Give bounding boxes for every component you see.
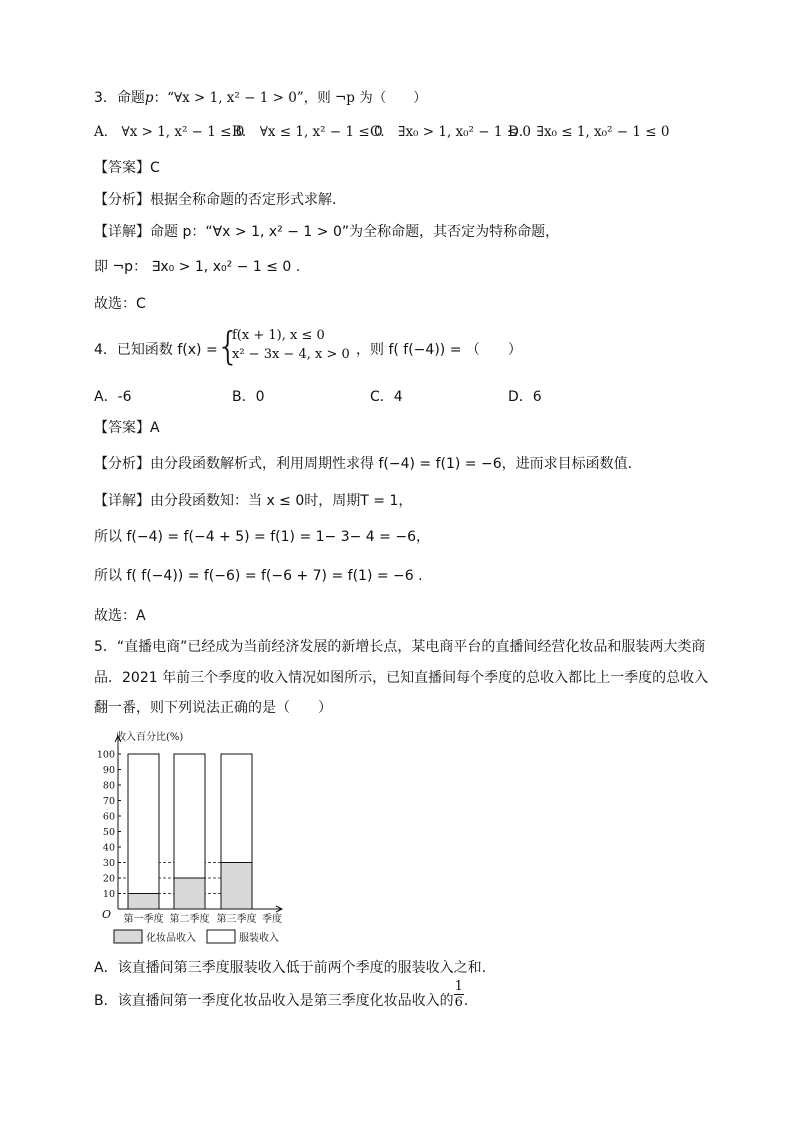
q5-stem-line2: 品．2021 年前三个季度的收入情况如图所示，已知直播间每个季度的总收入都比上一季度的总收入 xyxy=(94,670,709,686)
y-tick-label: 80 xyxy=(102,780,115,792)
y-tick-label: 60 xyxy=(102,811,115,823)
q5-stem-line1: 5．“直播电商”已经成为当前经济发展的新增长点，某电商平台的直播间经营化妆品和服装两大类商 xyxy=(94,639,706,655)
detail-text: 命题 p：“∀x > 1, x² − 1 > 0”为全称命题，其否定为特称命题， xyxy=(150,224,560,240)
q4-case2: x² − 3x − 4, x > 0 xyxy=(232,347,350,362)
analysis-tag: 【分析】 xyxy=(94,192,150,208)
y-tick-label: 90 xyxy=(102,765,115,776)
y-tick-label: 50 xyxy=(102,827,115,838)
q4-detail xyxy=(94,490,412,510)
y-tick-label: 70 xyxy=(102,796,115,807)
q4-answer xyxy=(94,417,160,437)
q5-option-b-end: . xyxy=(463,993,469,1009)
x-axis-label: 季度 xyxy=(262,914,282,925)
q4-option-a: A．-6 xyxy=(94,389,132,405)
q3-analysis xyxy=(94,189,336,209)
x-tick-label: 第三季度 xyxy=(216,914,257,925)
q3-option-c: C． ∃x₀ > 1, x₀² − 1 ≤ 0 xyxy=(370,124,531,140)
q4-option-d: D．6 xyxy=(508,389,542,405)
fraction xyxy=(454,979,464,1010)
y-tick-label: 20 xyxy=(102,873,115,885)
stacked-bar-chart xyxy=(94,726,304,948)
bar-clothing xyxy=(221,754,252,863)
legend-swatch-clothing xyxy=(207,930,235,943)
analysis-tag: 【分析】 xyxy=(94,456,150,472)
bar-clothing xyxy=(128,754,159,894)
q3-detail xyxy=(94,221,559,241)
legend-swatch-cosmetics xyxy=(114,930,142,943)
bar-cosmetics xyxy=(174,878,205,909)
q3-stem-p: p xyxy=(144,90,154,106)
y-tick-label: 30 xyxy=(102,858,115,869)
q4-choice: 故选：A xyxy=(94,608,146,624)
q3-options xyxy=(94,120,670,140)
q3-option-d: D． ∃x₀ ≤ 1, x₀² − 1 ≤ 0 xyxy=(508,124,670,140)
q4-stem-post: ，则 f( f(−4)) = （ ） xyxy=(356,342,522,358)
x-tick-label: 第二季度 xyxy=(169,914,210,925)
q5-option-a: A．该直播间第三季度服装收入低于前两个季度的服装收入之和. xyxy=(94,960,487,976)
bar-clothing xyxy=(174,754,205,878)
q4-case1: f(x + 1), x ≤ 0 xyxy=(232,328,325,343)
q3-option-b: B． ∀x ≤ 1, x² − 1 ≤ 0 xyxy=(232,124,383,140)
origin-label: O xyxy=(102,908,112,921)
fraction-numerator: 1 xyxy=(454,978,463,994)
y-axis-label: 收入百分比(%) xyxy=(116,732,184,743)
q4-stem-pre: 4．已知函数 f(x) = xyxy=(94,342,218,358)
detail-tag: 【详解】 xyxy=(94,224,150,240)
q4-analysis xyxy=(94,453,632,473)
legend-label-clothing: 服装收入 xyxy=(239,933,279,944)
legend-label-cosmetics: 化妆品收入 xyxy=(146,933,196,944)
q3-stem-pre: 3．命题 xyxy=(94,90,145,106)
q4-option-c: C．4 xyxy=(370,389,403,405)
q5-option-b-text: B．该直播间第一季度化妆品收入是第三季度化妆品收入的 xyxy=(94,993,454,1009)
analysis-text: 根据全称命题的否定形式求解. xyxy=(150,192,337,208)
detail-tag: 【详解】 xyxy=(94,493,150,509)
q3-detail-line2: 即 ¬p： ∃x₀ > 1, x₀² − 1 ≤ 0 . xyxy=(94,259,301,275)
y-tick-label: 100 xyxy=(96,749,115,761)
q3-option-a: A． ∀x > 1, x² − 1 ≤ 0 xyxy=(94,124,245,140)
q3-answer xyxy=(94,157,160,177)
bar-cosmetics xyxy=(221,863,252,910)
answer-tag: 【答案】 xyxy=(94,420,150,436)
q4-option-b: B．0 xyxy=(232,389,265,405)
analysis-text: 由分段函数解析式，利用周期性求得 f(−4) = f(1) = −6，进而求目标函数值. xyxy=(150,456,633,472)
answer-tag: 【答案】 xyxy=(94,160,150,176)
bar-cosmetics xyxy=(128,894,159,910)
q3-stem xyxy=(94,86,427,107)
q4-detail-line3: 所以 f( f(−4)) = f(−6) = f(−6 + 7) = f(1) = −6 . xyxy=(94,568,423,584)
y-tick-label: 10 xyxy=(102,889,115,900)
q5-stem-line3: 翻一番，则下列说法正确的是（ ） xyxy=(94,700,332,716)
fraction-denominator: 6 xyxy=(454,994,463,1010)
q5-option-b xyxy=(94,978,469,1010)
answer-value: A xyxy=(150,420,160,436)
q4-detail-line2: 所以 f(−4) = f(−4 + 5) = f(1) = 1− 3− 4 = −6， xyxy=(94,529,430,545)
q4-options xyxy=(94,386,588,406)
x-tick-label: 第一季度 xyxy=(123,914,164,925)
q3-choice: 故选：C xyxy=(94,296,146,312)
brace: { xyxy=(216,324,241,368)
y-tick-label: 40 xyxy=(102,842,115,854)
detail-text: 由分段函数知：当 x ≤ 0时，周期T = 1， xyxy=(150,493,413,509)
q3-stem-prop: ：“∀x > 1, x² − 1 > 0”，则 ¬p 为（ ） xyxy=(153,90,427,106)
answer-value: C xyxy=(150,160,160,176)
